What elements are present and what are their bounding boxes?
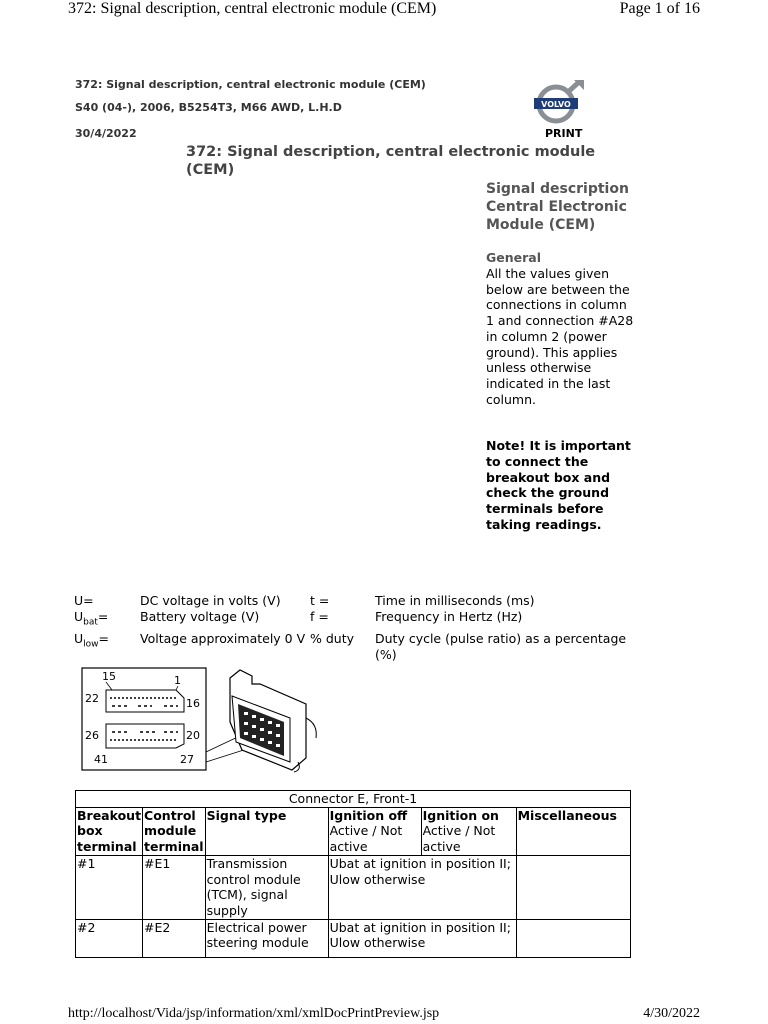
table-row xyxy=(76,919,631,957)
pin-label: 20 xyxy=(186,729,200,742)
col-header-signal: Signal type xyxy=(205,807,328,855)
legend-desc: Voltage approximately 0 V xyxy=(140,630,306,646)
legend-symbol-2: t = xyxy=(310,593,330,608)
side-column xyxy=(486,180,636,533)
cell-ignition-line1: Ubat at ignition in position II; xyxy=(329,919,511,935)
print-page-number: Page 1 of 16 xyxy=(619,0,700,17)
legend-row xyxy=(74,593,635,609)
legend-symbol-suffix: = xyxy=(98,630,110,646)
col-header-ignition-on xyxy=(421,807,516,855)
pin-label: 41 xyxy=(94,753,108,766)
ignition-on-title: Ignition on xyxy=(422,807,499,823)
footer-url: http://localhost/Vida/jsp/information/xml/xmlDocPrintPreview.jsp xyxy=(68,1006,440,1021)
legend-row xyxy=(74,609,635,631)
cell-breakout: #1 xyxy=(76,855,143,919)
legend-symbol-text: U xyxy=(74,609,84,624)
cell-misc xyxy=(516,919,630,957)
table-caption-row xyxy=(76,791,631,808)
note-text: Note! It is important to connect the breakout box and check the ground terminals before taking readings. xyxy=(486,438,631,532)
cell-ignition xyxy=(328,855,516,919)
meta-vehicle: S40 (04-), 2006, B5254T3, M66 AWD, L.H.D xyxy=(75,101,342,114)
general-text: All the values given below are between the connections in column 1 and connection #A28 in column 2 (power ground). This applies unless otherwise indicated in the last column. xyxy=(486,266,634,407)
cell-control: #E2 xyxy=(143,919,206,957)
pin-label: 22 xyxy=(85,692,99,705)
ignition-off-title: Ignition off xyxy=(329,807,408,823)
pin-label: 15 xyxy=(102,670,116,683)
ignition-off-sub: Active / Not active xyxy=(329,823,403,855)
cell-control: #E1 xyxy=(143,855,206,919)
cell-ignition xyxy=(328,919,516,957)
legend-symbol xyxy=(74,593,140,609)
legend-symbol-suffix: = xyxy=(97,609,109,624)
pin-label: 27 xyxy=(180,753,194,766)
col-header-control: Control module terminal xyxy=(144,807,204,855)
cell-ignition-line1: Ubat at ignition in position II; xyxy=(329,855,511,871)
table-header-row xyxy=(76,807,631,855)
legend-desc-2: Time in milliseconds (ms) xyxy=(375,593,535,608)
legend-symbol-2: % duty xyxy=(310,630,355,646)
legend-desc-2: Duty cycle (pulse ratio) as a percentage (%) xyxy=(375,630,627,662)
cell-breakout: #2 xyxy=(76,919,143,957)
cell-signal: Transmission control module (TCM), signal supply xyxy=(205,855,328,919)
legend-desc: DC voltage in volts (V) xyxy=(140,593,281,608)
logo-brand-text: VOLVO xyxy=(541,100,571,109)
table-caption: Connector E, Front-1 xyxy=(76,791,631,808)
pin-label: 1 xyxy=(174,674,181,687)
pin-label: 16 xyxy=(186,697,200,710)
footer-date: 4/30/2022 xyxy=(643,1006,700,1021)
legend-symbol xyxy=(74,631,140,663)
ignition-on-sub: Active / Not active xyxy=(422,823,496,855)
legend-symbol-text: U xyxy=(74,630,84,646)
col-header-breakout: Breakout box terminal xyxy=(77,807,142,855)
cell-misc xyxy=(516,855,630,919)
legend-symbol-2: f = xyxy=(310,609,329,624)
meta-date: 30/4/2022 xyxy=(75,127,137,140)
legend-symbol-text: U= xyxy=(74,593,94,608)
table-row xyxy=(76,855,631,919)
col-header-misc: Miscellaneous xyxy=(516,807,630,855)
symbol-legend xyxy=(74,593,635,663)
cell-ignition-line2: Ulow otherwise xyxy=(329,935,426,951)
print-header-title: 372: Signal description, central electronic module (CEM) xyxy=(68,0,437,17)
legend-symbol xyxy=(74,609,140,631)
col-header-ignition-off xyxy=(328,807,421,855)
cell-ignition-line2: Ulow otherwise xyxy=(329,871,426,887)
meta-title: 372: Signal description, central electronic module (CEM) xyxy=(75,78,426,91)
legend-row xyxy=(74,631,635,663)
connector-table xyxy=(75,790,631,958)
document-title: 372: Signal description, central electronic module (CEM) xyxy=(186,144,596,178)
legend-symbol-sub: bat xyxy=(83,617,98,628)
pin-label: 26 xyxy=(85,729,99,742)
legend-desc-2: Frequency in Hertz (Hz) xyxy=(375,609,523,624)
print-label: PRINT xyxy=(545,127,583,140)
connector-diagram xyxy=(72,662,322,774)
legend-symbol-sub: low xyxy=(83,639,99,649)
cell-signal: Electrical power steering module xyxy=(205,919,328,957)
side-heading: Signal description Central Electronic Module (CEM) xyxy=(486,181,629,233)
legend-desc: Battery voltage (V) xyxy=(140,609,260,624)
general-heading: General xyxy=(486,250,541,265)
